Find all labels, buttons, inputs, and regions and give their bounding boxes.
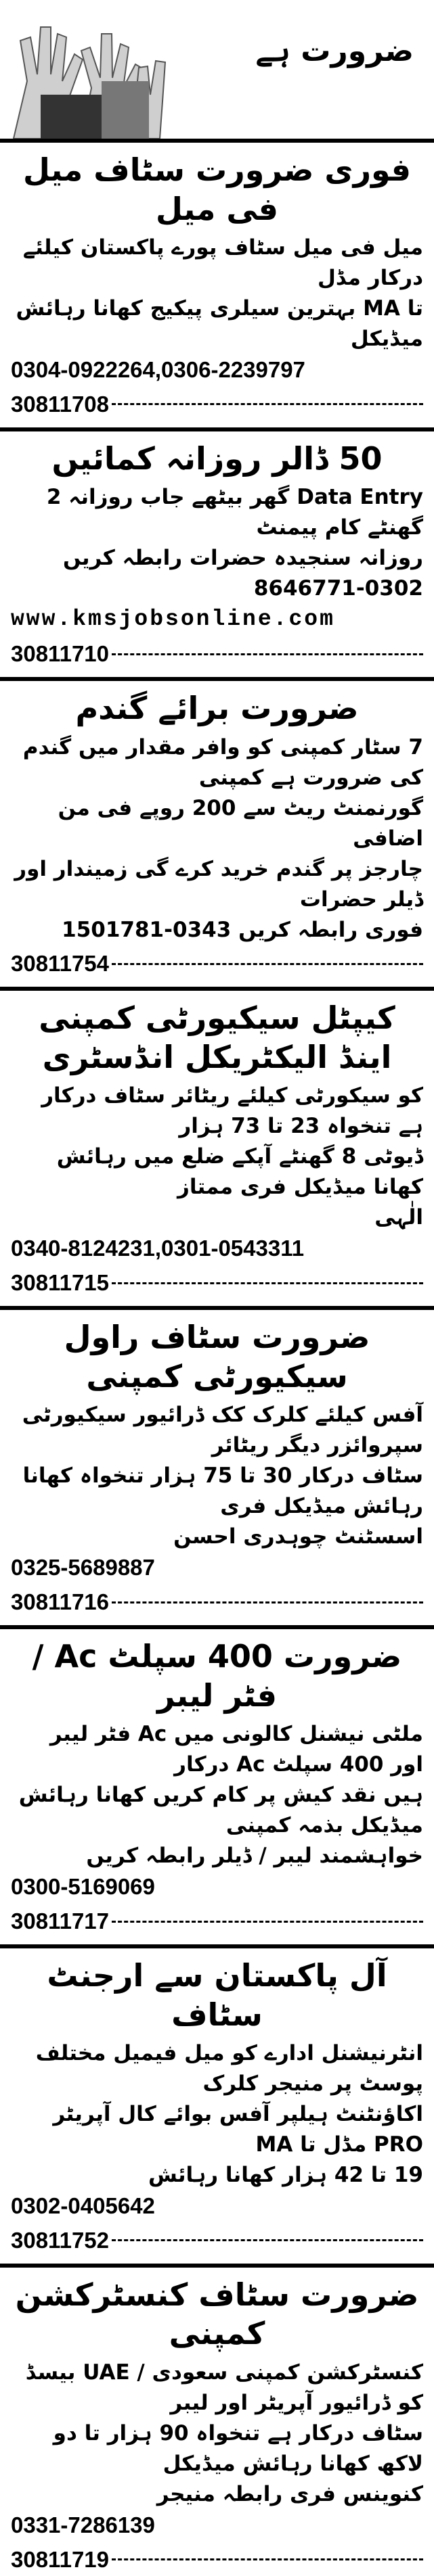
classified-ad (0, 681, 434, 980)
dashed-rule (112, 2239, 423, 2241)
ad-reference-code (11, 388, 423, 421)
ad-reference-code (11, 2224, 423, 2257)
dashed-rule (112, 2558, 423, 2560)
classified-ad (0, 1310, 434, 1618)
ad-body-line: فوری رابطہ کریں 0343-1501781 (62, 917, 423, 942)
ad-title: فوری ضرورت سٹاف میل فی میل (22, 151, 412, 227)
dashed-rule (112, 1601, 423, 1603)
classified-ad (0, 1948, 434, 2257)
ad-title: ضرورت 400 سپلٹ Ac / فٹر لیبر (32, 1638, 402, 1714)
classified-ad (0, 143, 434, 421)
ad-website: www.kmsjobsonline.com (11, 607, 335, 632)
ad-reference-code (11, 2544, 423, 2576)
ad-title: کیپٹل سیکیورٹی کمپنی اینڈ الیکٹریکل انڈسٹری (39, 1000, 395, 1075)
ad-body (11, 2358, 423, 2510)
ad-title: ضرورت برائے گندم (75, 690, 359, 727)
ad-body (11, 1719, 423, 1871)
classifieds-header (0, 0, 434, 143)
classified-ad (0, 431, 434, 670)
classified-ads-list (0, 143, 434, 2576)
ad-body-line: ملٹی نیشنل کالونی میں Ac فٹر لیبر اور 400 سپلٹ Ac درکار (49, 1722, 423, 1777)
ad-body-line: ہیں نقد کیش پر کام کریں کھانا رہائش میڈیکل بذمہ کمپنی (18, 1783, 423, 1837)
ad-phone-number: 0304-0922264,0306-2239797 (11, 356, 305, 382)
dashed-rule (112, 1282, 423, 1284)
ad-body (11, 2038, 423, 2191)
ad-title: آل پاکستان سے ارجنٹ سٹاف (47, 1957, 387, 2033)
ad-title: ضرورت سٹاف کنسٹرکشن کمپنی (15, 2276, 419, 2352)
ad-body-line: 19 تا 42 ہزار کھانا رہائش (148, 2162, 423, 2187)
raised-hands-icon (0, 0, 434, 139)
ad-reference-code (11, 1586, 423, 1618)
classified-ad (0, 2268, 434, 2576)
ad-reference-code (11, 638, 423, 670)
ad-reference-code-text: 30811754 (11, 951, 110, 977)
ad-reference-code-text: 30811717 (11, 1908, 110, 1934)
ad-body-line: اکاؤنٹنٹ ہیلپر آفس بوائے کال آپریٹر PRO مڈل تا MA (53, 2101, 423, 2157)
ad-phone-number: 0331-7286139 (11, 2512, 155, 2537)
ad-phone-number: 0325-5689887 (11, 1555, 155, 1580)
ad-body-line: سٹاف درکار ہے تنخواہ 90 ہزار تا دو لاکھ کھانا رہائش میڈیکل (53, 2420, 423, 2476)
ad-body-line: Data Entry گھر بیٹھے جاب روزانہ 2 گھنٹے کام پیمنٹ (46, 485, 423, 540)
ad-reference-code-text: 30811708 (11, 391, 110, 417)
ad-reference-code-text: 30811710 (11, 641, 110, 667)
dashed-rule (112, 403, 423, 405)
ad-body-line: 7 سٹار کمپنی کو وافر مقدار میں گندم کی ضرورت ہے کمپنی (22, 734, 423, 790)
ad-body-line: اسسٹنٹ چوہدری احسن (173, 1524, 423, 1549)
ad-body (11, 1081, 423, 1233)
dashed-rule (112, 963, 423, 965)
ad-body (11, 233, 423, 354)
ad-body-line: روزانہ سنجیدہ حضرات رابطہ کریں 0302-8646771 (62, 546, 423, 601)
classified-ad (0, 1629, 434, 1938)
ad-reference-code-text: 30811716 (11, 1589, 110, 1615)
ad-reference-code (11, 947, 423, 980)
ad-body-line: آفس کیلئے کلرک کک ڈرائیور سیکیورٹی سپروائزر دیگر ریٹائر (22, 1403, 423, 1458)
ad-body-line: سٹاف درکار 30 تا 75 ہزار تنخواہ کھانا رہائش میڈیکل فری (22, 1463, 423, 1519)
dashed-rule (112, 1921, 423, 1923)
ad-body-line: میل فی میل سٹاف پورے پاکستان کیلئے درکار مڈل (22, 235, 423, 290)
ad-reference-code-text: 30811752 (11, 2227, 110, 2253)
ad-reference-code (11, 1267, 423, 1299)
ad-phone-number: 0340-8124231,0301-0543311 (11, 1236, 305, 1261)
ad-body-line: خواہشمند لیبر / ڈیلر رابطہ کریں (86, 1843, 423, 1868)
ad-body (11, 1400, 423, 1552)
ad-body-line: ڈیوٹی 8 گھنٹے آپکے ضلع میں رہائش کھانا میڈیکل فری ممتاز (56, 1144, 423, 1200)
ad-body-line: کنوینس فری رابطہ منیجر (156, 2481, 423, 2506)
ad-body (11, 482, 423, 604)
ad-phone-number: 0300-5169069 (11, 1873, 155, 1899)
ad-body-line: کو سیکورٹی کیلئے ریٹائر سٹاف درکار ہے تنخواہ 23 تا 73 ہزار (41, 1083, 423, 1139)
ad-body-line: انٹرنیشنل ادارے کو میل فیمیل مختلف پوسٹ پر منیجر کلرک (35, 2041, 423, 2096)
ad-phone-number: 0302-0405642 (11, 2193, 155, 2218)
ad-reference-code-text: 30811719 (11, 2546, 110, 2572)
dashed-rule (112, 653, 423, 655)
ad-body-line: تا MA بہترین سیلری پیکیج کھانا رہائش میڈیکل (16, 296, 423, 351)
classified-ad (0, 991, 434, 1299)
ad-reference-code (11, 1905, 423, 1938)
ad-body-line: کنسٹرکشن کمپنی سعودی / UAE بیسڈ کو ڈرائیور آپریٹر اور لیبر (25, 2360, 423, 2415)
ad-body-line: چارجز پر گندم خرید کرے گی زمیندار اور ڈیلر حضرات (14, 856, 423, 912)
ad-title: 50 ڈالر روزانہ کمائیں (51, 440, 383, 477)
ad-body (11, 732, 423, 945)
ad-body-line: الٰہی (374, 1205, 423, 1230)
ad-reference-code-text: 30811715 (11, 1270, 110, 1296)
page-title: ضرورت ہے (255, 34, 414, 68)
ad-title: ضرورت سٹاف راول سیکیورٹی کمپنی (64, 1319, 370, 1395)
ad-body-line: گورنمنٹ ریٹ سے 200 روپے فی من اضافی (58, 795, 423, 851)
